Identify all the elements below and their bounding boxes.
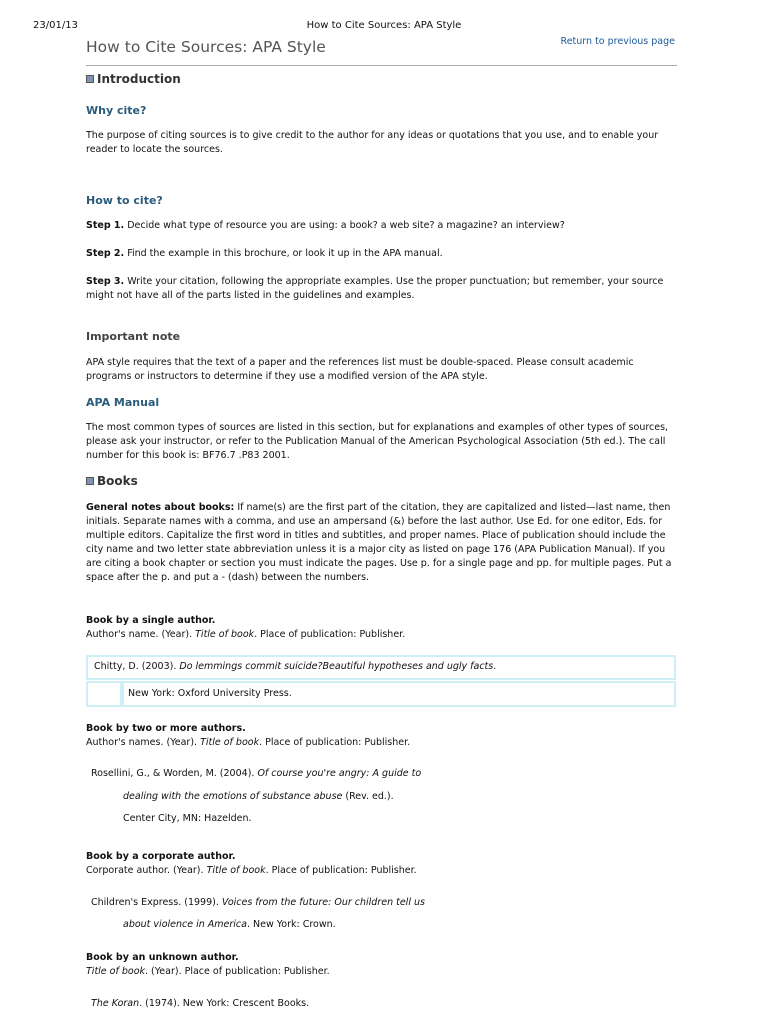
section-books[interactable] (86, 474, 138, 488)
important-note-text: APA style requires that the text of a paper and the references list must be double-spaced. Please consult academic programs or instructors to determine if they use a modified version of the APA style. (86, 357, 634, 382)
two-authors-example-line1: Rosellini, G., & Worden, M. (2004). Of course you're angry: A guide to (91, 768, 422, 779)
unknown-author-format: Title of book. (Year). Place of publication: Publisher. (86, 966, 330, 977)
corporate-author-format: Corporate author. (Year). Title of book. Place of publication: Publisher. (86, 865, 417, 876)
step-1-label: Step 1. (86, 220, 125, 231)
why-cite-text: The purpose of citing sources is to give credit to the author for any ideas or quotations that you use, and to enable your reader to locate the sources. (86, 130, 659, 155)
two-authors-heading: Book by two or more authors. (86, 723, 246, 734)
two-authors-block (86, 722, 676, 750)
single-author-format: Author's name. (Year). Title of book. Place of publication: Publisher. (86, 629, 406, 640)
section-introduction-label: Introduction (97, 72, 181, 86)
apa-manual-text: The most common types of sources are listed in this section, but for explanations and examples of other types of sources, please ask your instructor, or refer to the Publication Manual of the American Psychological Association (5th ed.). The call number for this book is: BF76.7 .P83 2001. (86, 422, 669, 461)
two-authors-format: Author's names. (Year). Title of book. Place of publication: Publisher. (86, 737, 411, 748)
unknown-author-block (86, 951, 676, 979)
heading-how-to-cite: How to cite? (86, 194, 163, 207)
single-author-heading: Book by a single author. (86, 615, 216, 626)
collapse-icon[interactable] (86, 477, 94, 485)
step-2-label: Step 2. (86, 248, 125, 259)
corporate-author-example-line2: about violence in America. New York: Crown. (123, 919, 336, 930)
single-author-block (86, 614, 676, 642)
two-authors-example-line3: Center City, MN: Hazelden. (123, 813, 252, 824)
heading-apa-manual: APA Manual (86, 396, 160, 409)
corporate-author-block (86, 850, 676, 878)
books-general-label: General notes about books: (86, 502, 235, 513)
step-2 (86, 247, 676, 261)
table-cell-indent (86, 681, 122, 707)
print-header-title: How to Cite Sources: APA Style (306, 20, 462, 31)
step-2-text: Find the example in this brochure, or look it up in the APA manual. (127, 248, 443, 259)
heading-important-note: Important note (86, 330, 181, 343)
page-title: How to Cite Sources: APA Style (86, 38, 326, 56)
table-row (86, 655, 676, 680)
step-1 (86, 219, 676, 233)
books-general-text: If name(s) are the first part of the citation, they are capitalized and listed—last name, then initials. Separate names with a comma, and use an ampersand (&) before the last author. Use Ed. for one editor, Eds. for multiple editors. Capitalize the first word in titles and subtitles, and proper names. Place of publication should include the city name and two letter state abbreviation unless it is a major city as listed on page 176 (APA Publication Manual). If you are citing a book chapter or section you must indicate the pages. Use p. for a single page and pp. for multiple pages. Put a space after the p. and put a - (dash) between the numbers. (86, 502, 672, 583)
unknown-author-heading: Book by an unknown author. (86, 952, 239, 963)
corporate-author-heading: Book by a corporate author. (86, 851, 236, 862)
step-1-text: Decide what type of resource you are using: a book? a web site? a magazine? an interview? (127, 220, 565, 231)
step-3-text: Write your citation, following the appropriate examples. Use the proper punctuation; but remember, your source might not have all of the parts listed in the guidelines and examples. (86, 276, 664, 301)
single-author-example: Chitty, D. (2003). Do lemmings commit suicide?Beautiful hypotheses and ugly facts. (94, 661, 497, 672)
section-books-label: Books (97, 474, 138, 488)
step-3 (86, 275, 676, 303)
title-divider (86, 65, 677, 66)
section-introduction[interactable] (86, 72, 181, 86)
print-date: 23/01/13 (33, 20, 78, 31)
books-general-notes (86, 501, 676, 585)
step-3-label: Step 3. (86, 276, 125, 287)
single-author-example-publisher: New York: Oxford University Press. (128, 688, 292, 699)
heading-why-cite: Why cite? (86, 104, 147, 117)
corporate-author-example-line1: Children's Express. (1999). Voices from the future: Our children tell us (91, 897, 425, 908)
table-row (122, 681, 676, 707)
return-link[interactable]: Return to previous page (560, 36, 675, 47)
two-authors-example-line2: dealing with the emotions of substance abuse (Rev. ed.). (123, 791, 394, 802)
unknown-author-example: The Koran. (1974). New York: Crescent Books. (91, 998, 310, 1009)
collapse-icon[interactable] (86, 75, 94, 83)
